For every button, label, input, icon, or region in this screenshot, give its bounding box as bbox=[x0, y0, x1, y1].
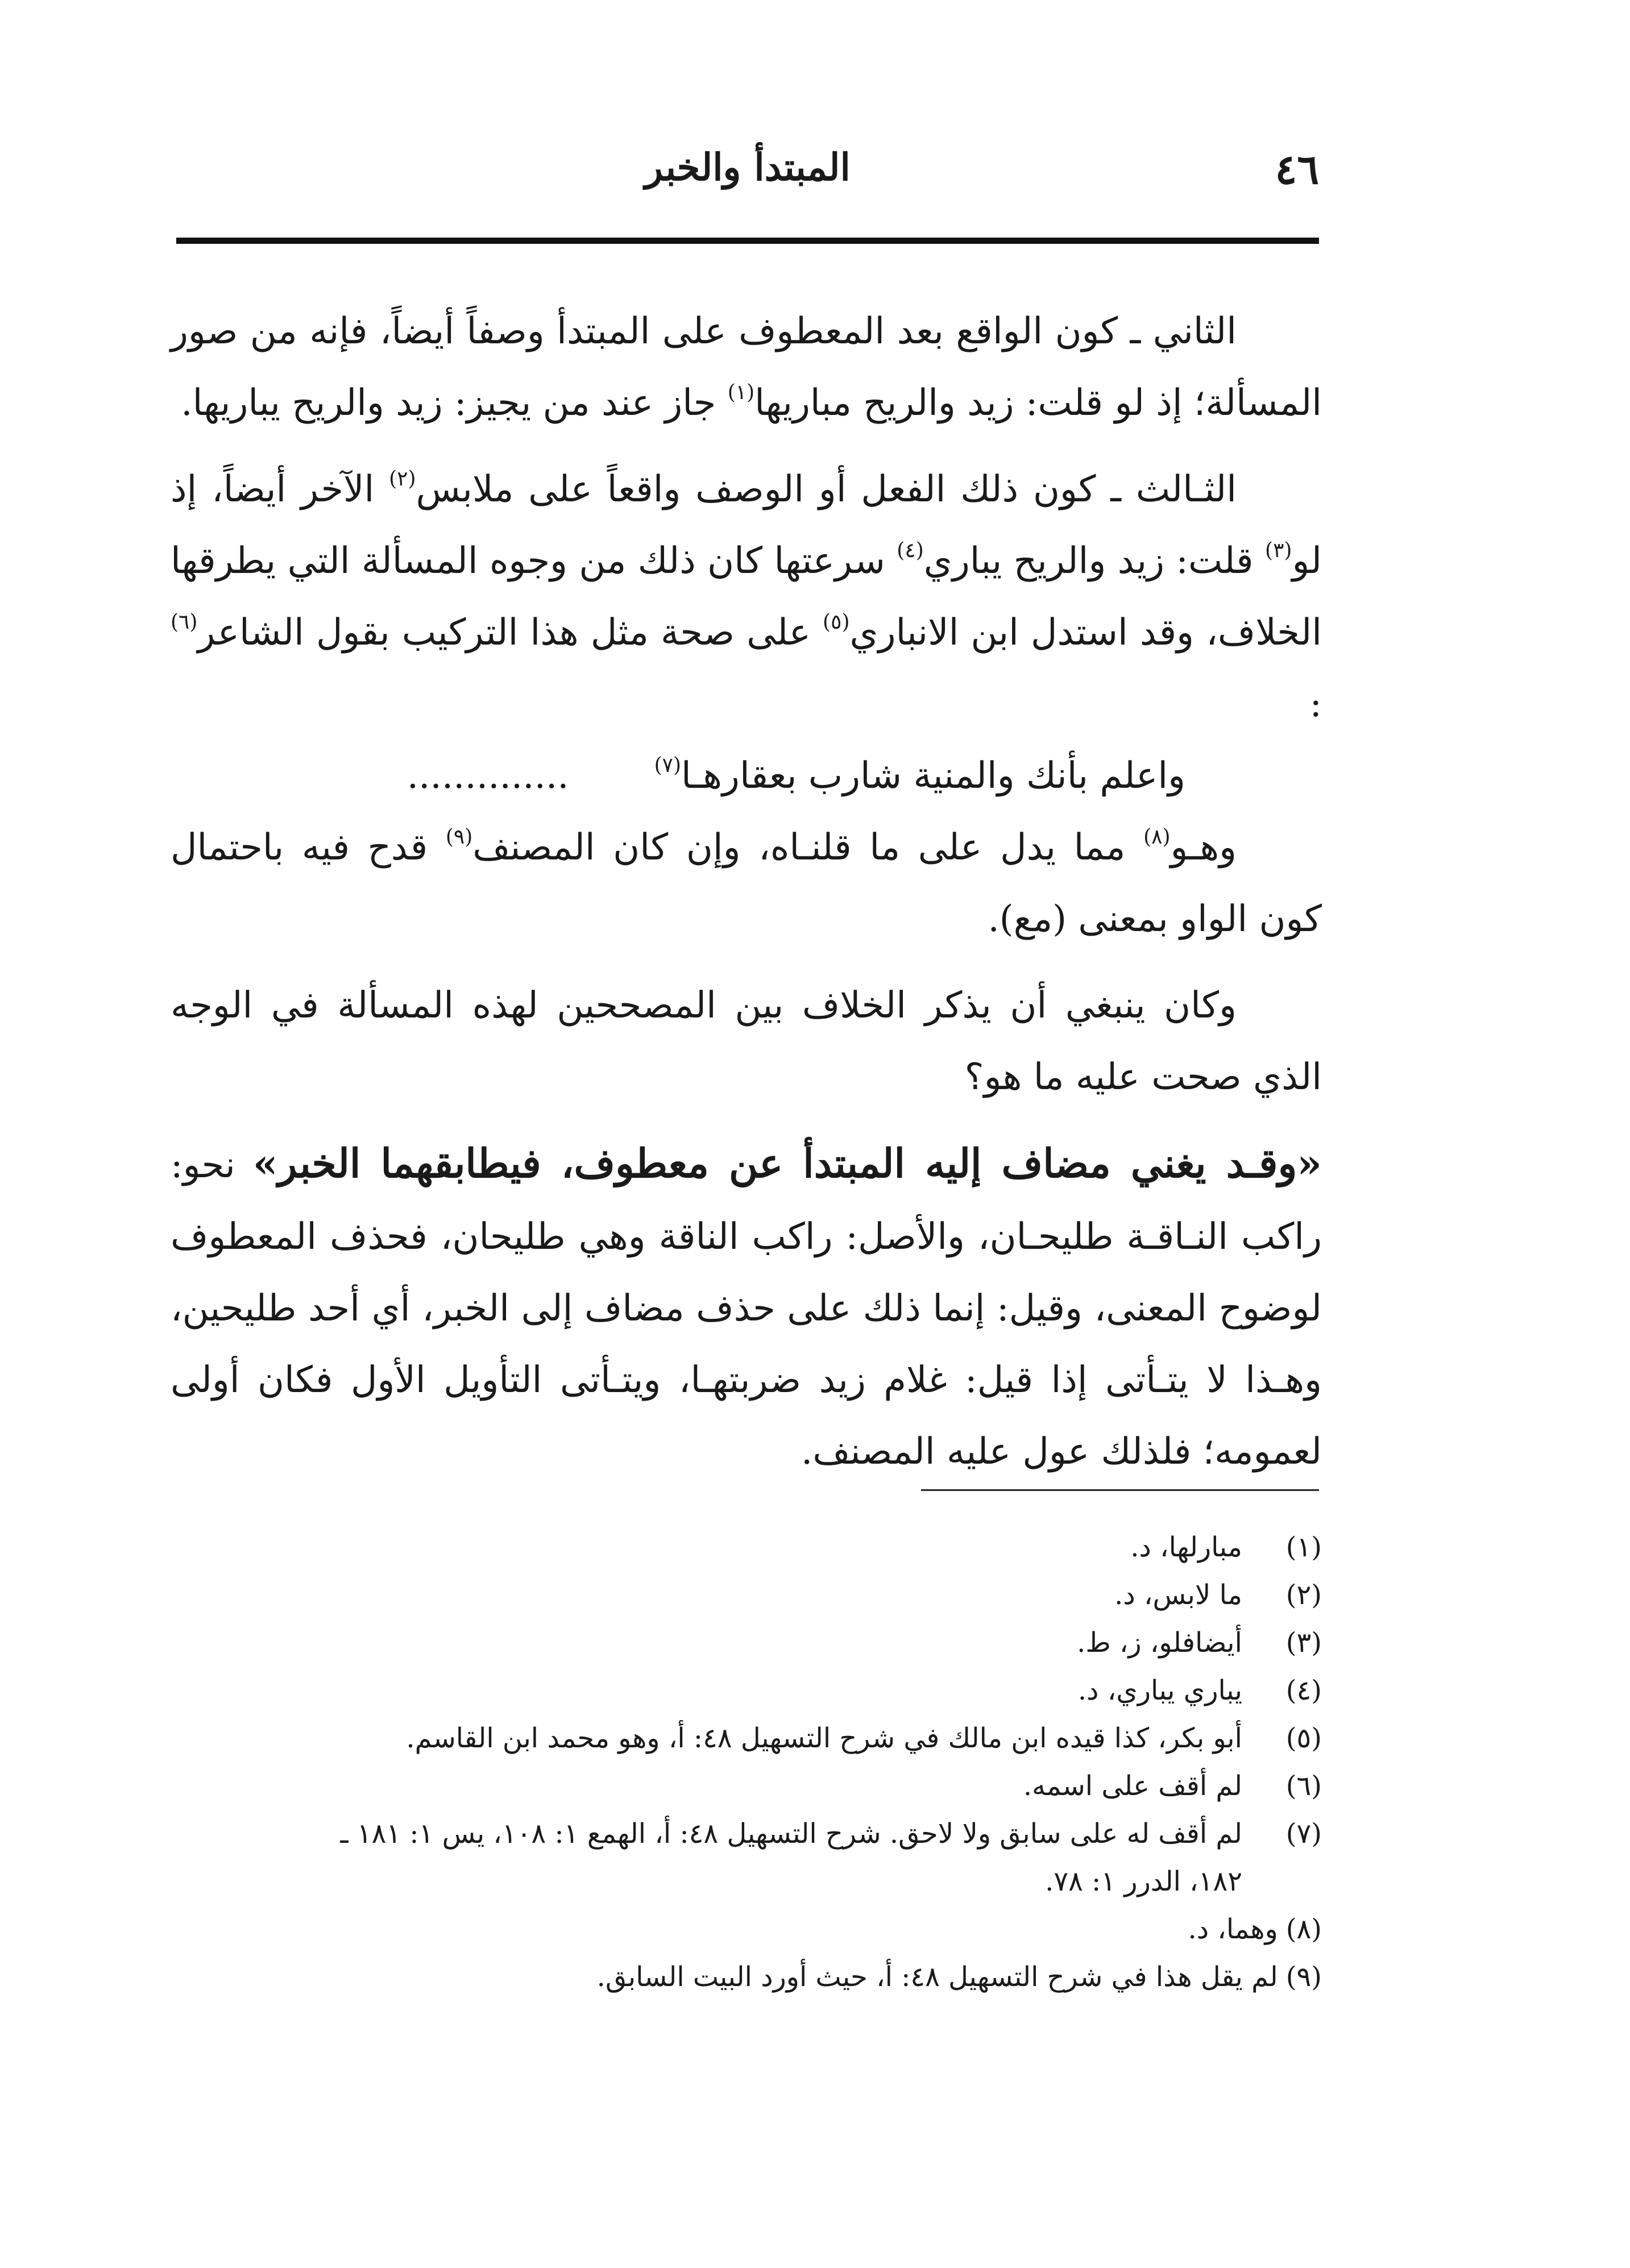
header-rule bbox=[176, 238, 1319, 244]
footnote-separator bbox=[921, 1489, 1319, 1491]
footnote-number: (١) bbox=[1285, 1531, 1322, 1563]
footnote-ref-6: (٦) bbox=[171, 610, 198, 634]
paragraph-text: على صحة مثل هذا التركيب بقول الشاعر bbox=[197, 612, 823, 654]
footnote-ref-3: (٣) bbox=[1265, 539, 1292, 562]
page-number: ٤٦ bbox=[1275, 145, 1319, 193]
footnote-6 bbox=[171, 1762, 1322, 1810]
verse-text: واعلم بأنك والمنية شارب بعقارهـا bbox=[681, 755, 1185, 797]
footnote-ref-5: (٥) bbox=[823, 610, 850, 634]
paragraph-third-condition bbox=[171, 454, 1322, 740]
footnote-text: لم يقل هذا في شرح التسهيل ٤٨: أ، حيث أورد البيت السابق. bbox=[596, 1961, 1278, 1993]
footnote-text: أبو بكر، كذا قيده ابن مالك في شرح التسهيل ٤٨: أ، وهو محمد ابن القاسم. bbox=[406, 1722, 1242, 1754]
footnote-text: مبارلها، د. bbox=[1130, 1531, 1242, 1563]
paragraph-text: قدح فيه باحتمال كون الواو بمعنى (مع). bbox=[171, 826, 1322, 940]
footnote-ref-9: (٩) bbox=[445, 825, 473, 849]
paragraph-evidence bbox=[171, 812, 1322, 955]
main-text bbox=[171, 296, 1322, 1488]
running-title: المبتدأ والخبر bbox=[645, 145, 851, 189]
footnote-number: (٢) bbox=[1285, 1579, 1322, 1611]
footnote-2 bbox=[171, 1571, 1322, 1619]
verse-ellipsis: .............. bbox=[407, 755, 569, 797]
footnotes-section bbox=[171, 1523, 1322, 2001]
paragraph-text: الثاني ـ كون الواقع بعد المعطوف على المبتدأ وصفاً أيضاً، فإنه من صور المسألة؛ إذ لو قلت: زيد والريح مباريها bbox=[171, 310, 1322, 424]
footnote-7-continuation: ١٨٢، الدرر ١: ٧٨. bbox=[1045, 1866, 1242, 1897]
quoted-rule-text: «وقـد يغني مضاف إليه المبتدأ عن معطوف، فيطابقهما الخبر» bbox=[252, 1140, 1322, 1187]
paragraph-text: مما يدل على ما قلنـاه، وإن كان المصنف bbox=[472, 826, 1144, 869]
paragraph-text: جاز عند من يجيز: زيد والريح يباريها. bbox=[181, 382, 728, 424]
paragraph-text: وكان ينبغي أن يذكر الخلاف بين المصححين لهذه المسألة في الوجه الذي صحت عليه ما هو؟ bbox=[171, 985, 1322, 1098]
poetry-verse bbox=[171, 740, 1322, 812]
footnote-1 bbox=[171, 1523, 1322, 1571]
paragraph-text: الآخر أيضاً، إذ لو bbox=[171, 468, 1322, 582]
footnote-number: (٧) bbox=[1285, 1818, 1322, 1850]
footnote-text: يباري يباري، د. bbox=[1077, 1675, 1242, 1706]
footnote-ref-2: (٢) bbox=[389, 467, 416, 491]
page-header bbox=[176, 145, 1319, 207]
paragraph-text: نحو: راكب النـاقـة طليحـان، والأصل: راكب الناقة وهي طليحان، فحذف المعطوف لوضوح المعنى، وقيل: إنما ذلك على حذف مضاف إلى الخبر، أي أحد طليحين، وهـذا لا يتـأتى إذا قيل: غلام زيد ضربتهـا، ويتـأتى التأويل الأول فكان أولى لعمومه؛ فلذلك عول عليه المصنف. bbox=[171, 1144, 1322, 1473]
paragraph-text: وهـو bbox=[1170, 826, 1237, 869]
paragraph-text: سرعتها كان ذلك من وجوه المسألة التي يطرقها الخلاف، وقد استدل ابن الانباري bbox=[171, 540, 1322, 654]
paragraph-disagreement bbox=[171, 970, 1322, 1113]
footnote-8 bbox=[171, 1905, 1322, 1953]
footnote-9 bbox=[171, 1953, 1322, 2001]
footnote-number: (٣) bbox=[1285, 1627, 1322, 1659]
footnote-ref-8: (٨) bbox=[1143, 825, 1171, 849]
footnote-text: وهما، د. bbox=[1188, 1913, 1278, 1945]
footnote-7 bbox=[171, 1810, 1322, 1858]
footnote-5 bbox=[171, 1714, 1322, 1762]
paragraph-text: الثـالث ـ كون ذلك الفعل أو الوصف واقعاً على ملابس bbox=[416, 468, 1237, 510]
paragraph-second-condition bbox=[171, 296, 1322, 439]
footnote-text: ما لابس، د. bbox=[1114, 1579, 1242, 1611]
footnote-text: أيضافلو، ز، ط. bbox=[1077, 1627, 1242, 1659]
footnote-number: (٤) bbox=[1285, 1675, 1322, 1706]
footnote-number: (٨) bbox=[1285, 1913, 1322, 1945]
footnote-text: لم أقف له على سابق ولا لاحق. شرح التسهيل ٤٨: أ، الهمع ١: ١٠٨، يس ١: ١٨١ ـ bbox=[340, 1818, 1242, 1850]
footnote-4 bbox=[171, 1667, 1322, 1714]
footnote-ref-1: (١) bbox=[727, 381, 755, 404]
footnote-number: (٥) bbox=[1285, 1722, 1322, 1754]
footnote-number: (٩) bbox=[1285, 1961, 1322, 1993]
footnote-ref-4: (٤) bbox=[897, 539, 924, 562]
footnote-3 bbox=[171, 1619, 1322, 1667]
paragraph-text: : bbox=[1309, 683, 1322, 725]
footnote-text: لم أقف على اسمه. bbox=[1023, 1770, 1242, 1802]
paragraph-quoted-rule bbox=[171, 1128, 1322, 1488]
footnote-number: (٦) bbox=[1285, 1770, 1322, 1802]
paragraph-text: قلت: زيد والريح يباري bbox=[923, 540, 1266, 582]
footnote-ref-7: (٧) bbox=[654, 754, 682, 777]
